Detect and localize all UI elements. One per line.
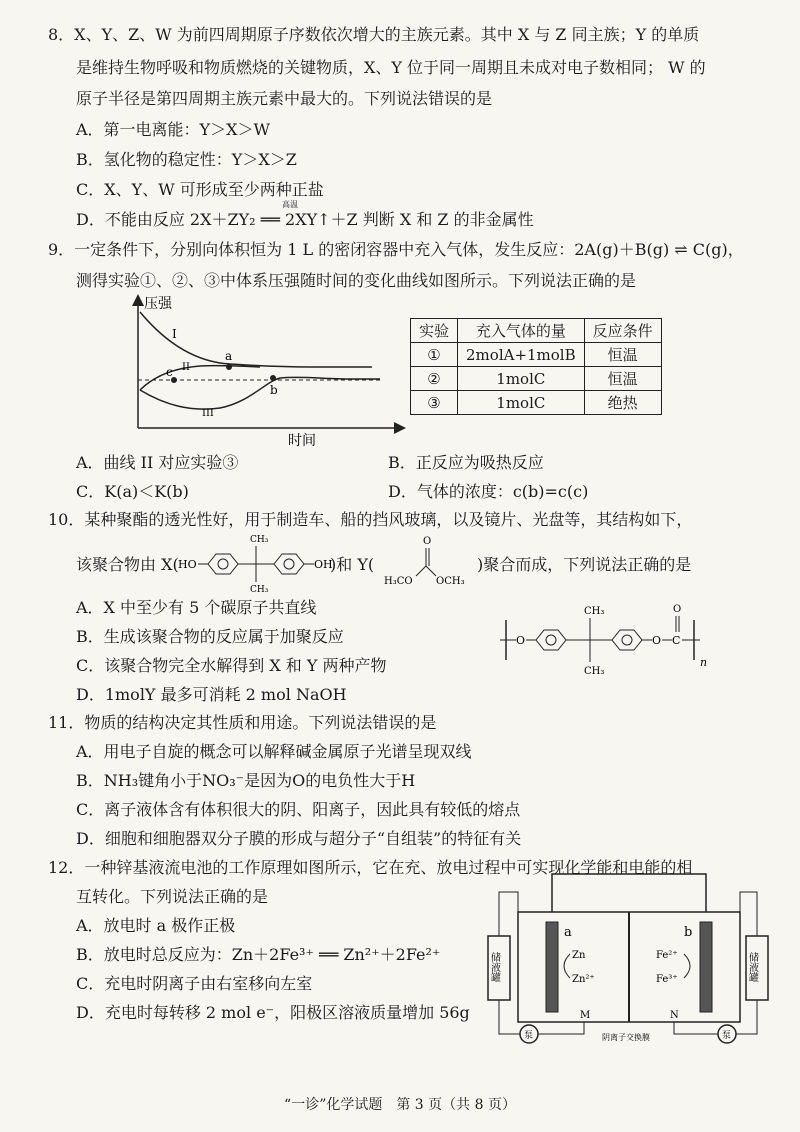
q9-option-b: B．正反应为吸热反应 xyxy=(388,453,544,472)
table-header: 充入气体的量 xyxy=(458,319,585,343)
table-row xyxy=(411,343,662,367)
benzene-ring-right xyxy=(274,554,304,574)
flow-battery-diagram xyxy=(484,862,770,1058)
membrane-label: 阴离子交换膜 xyxy=(602,1033,650,1042)
q12-option-d: D．充电时每转移 2 mol e⁻，阳极区溶液质量增加 56g xyxy=(76,1003,470,1022)
y-axis-label: 压强 xyxy=(144,296,172,312)
label-a: a xyxy=(225,349,233,363)
carbonyl-c: C xyxy=(672,634,681,647)
table-cell: ③ xyxy=(411,391,458,415)
repeat-n: n xyxy=(700,656,708,669)
point-b xyxy=(270,375,276,381)
q12-option-a: A．放电时 a 极作正极 xyxy=(76,916,236,935)
ring-circle xyxy=(218,559,228,569)
q8-option-d: D．不能由反应 2X＋ZY₂ ══ 2XY↑＋Z 判断 X 和 Z 的非金属性 xyxy=(76,210,534,229)
polymer-ring-right xyxy=(612,630,642,650)
q10-option-a: A．X 中至少有 5 个碳原子共直线 xyxy=(76,598,317,617)
q9-option-c: C．K(a)＜K(b) xyxy=(76,482,189,501)
ch3-top: CH₃ xyxy=(250,535,269,545)
pipe-left-bottom xyxy=(499,1000,520,1034)
table-cell: 2molA+1molB xyxy=(458,343,585,367)
polymer-structure xyxy=(500,598,740,688)
fe3-label: Fe³⁺ xyxy=(656,974,678,985)
pipe-left-pump xyxy=(538,1022,584,1034)
port-m-label: M xyxy=(580,1010,591,1021)
ring-circle xyxy=(622,635,632,645)
q10-stem-line2-c: )聚合而成，下列说法正确的是 xyxy=(477,555,692,574)
q12-option-c: C．充电时阴离子由右室移向左室 xyxy=(76,974,313,993)
pressure-time-graph xyxy=(110,290,410,450)
bond xyxy=(426,566,436,576)
molecule-x-structure xyxy=(178,532,343,592)
q10-option-d: D．1molY 最多可消耗 2 mol NaOH xyxy=(76,685,347,704)
q10-stem-line2-b: )和 Y( xyxy=(330,555,375,574)
fe2-label: Fe²⁺ xyxy=(656,950,678,961)
q8-option-c: C．X、Y、W 可形成至少两种正盐 xyxy=(76,180,324,199)
q9-stem-line1: 9．一定条件下，分别向体积恒为 1 L 的密闭容器中充入气体，发生反应：2A(g)＋B(g) ⇌ C(g)， xyxy=(48,240,744,259)
polymer-ch3-top: CH₃ xyxy=(584,606,605,617)
label-b: b xyxy=(270,383,278,397)
table-cell: 恒温 xyxy=(584,367,661,391)
table-row xyxy=(411,367,662,391)
bond xyxy=(416,566,426,576)
q10-stem-line2-a: 该聚合物由 X( xyxy=(76,555,179,574)
q10-option-b: B．生成该聚合物的反应属于加聚反应 xyxy=(76,627,344,646)
pipe-right-pump xyxy=(674,1022,718,1034)
q11-option-c: C．离子液体含有体积很大的阴、阳离子，因此具有较低的熔点 xyxy=(76,800,521,819)
table-row xyxy=(411,391,662,415)
q12-stem-line2: 互转化。下列说法正确的是 xyxy=(76,887,269,906)
ether-o-right: O xyxy=(652,634,662,647)
pump-right-label: 泵 xyxy=(722,1031,732,1041)
curve-ii xyxy=(140,366,260,390)
table-cell: 恒温 xyxy=(584,343,661,367)
polymer-carbonyl-o: O xyxy=(673,604,682,615)
ring-circle xyxy=(546,635,556,645)
zn-label: Zn xyxy=(572,950,586,961)
page-footer: “一诊”化学试题 第 3 页（共 8 页） xyxy=(284,1097,516,1113)
storage-tank-right-label: 储液罐 xyxy=(746,952,758,982)
label-iii: III xyxy=(202,408,214,419)
experiment-table xyxy=(410,318,662,415)
ring-circle xyxy=(284,559,294,569)
pipe-right-bottom xyxy=(736,1000,757,1034)
zn-conversion-arrow xyxy=(564,954,570,978)
h3co-group: H₃CO xyxy=(384,576,413,587)
polymer-ch3-bottom: CH₃ xyxy=(584,666,605,677)
q11-stem: 11．物质的结构决定其性质和用途。下列说法错误的是 xyxy=(48,713,437,732)
q9-option-d: D．气体的浓度：c(b)=c(c) xyxy=(388,482,589,501)
benzene-ring-left xyxy=(208,554,238,574)
q8-reaction-condition: 高温 xyxy=(282,200,298,209)
q8-option-b: B．氢化物的稳定性：Y＞X＞Z xyxy=(76,150,297,169)
q9-stem-line2: 测得实验①、②、③中体系压强随时间的变化曲线如图所示。下列说法正确的是 xyxy=(76,271,637,290)
electrode-b xyxy=(700,922,712,1012)
electrode-a-label: a xyxy=(564,925,572,940)
polymer-ring-left xyxy=(536,630,566,650)
table-cell: 绝热 xyxy=(584,391,661,415)
label-ii: II xyxy=(182,362,190,373)
oh-group: OH xyxy=(314,558,333,571)
pipe-left-top xyxy=(499,892,518,936)
och3-group: OCH₃ xyxy=(436,576,465,587)
q8-option-a: A．第一电离能：Y＞X＞W xyxy=(76,120,270,139)
table-cell: 1molC xyxy=(458,391,585,415)
point-a xyxy=(226,364,232,370)
port-n-label: N xyxy=(670,1010,679,1021)
table-cell: ① xyxy=(411,343,458,367)
fe-conversion-arrow xyxy=(684,954,690,978)
q9-option-a: A．曲线 II 对应实验③ xyxy=(76,453,239,472)
q11-option-d: D．细胞和细胞器双分子膜的形成与超分子“自组装”的特征有关 xyxy=(76,829,522,848)
table-header: 实验 xyxy=(411,319,458,343)
pump-left-label: 泵 xyxy=(524,1031,534,1041)
ch3-bottom: CH₃ xyxy=(250,585,269,592)
pipe-right-top xyxy=(740,892,757,936)
storage-tank-left-label: 储液罐 xyxy=(488,952,500,982)
q11-option-b: B．NH₃键角小于NO₃⁻是因为O的电负性大于H xyxy=(76,771,416,790)
table-cell: ② xyxy=(411,367,458,391)
q8-stem-line1: 8．X、Y、Z、W 为前四周期原子序数依次增大的主族元素。其中 X 与 Z 同主族；Y 的单质 xyxy=(48,25,700,44)
q11-option-a: A．用电子自旋的概念可以解释碱金属原子光谱呈现双线 xyxy=(76,742,472,761)
carbonyl-o: O xyxy=(423,536,432,547)
x-axis-label: 时间 xyxy=(288,433,316,449)
q10-stem-line1: 10．某种聚酯的透光性好，用于制造车、船的挡风玻璃，以及镜片、光盘等，其结构如下， xyxy=(48,510,693,529)
label-i: I xyxy=(172,327,177,341)
ether-o-left: O xyxy=(516,634,526,647)
q8-stem-line3: 原子半径是第四周期主族元素中最大的。下列说法错误的是 xyxy=(76,89,493,108)
electrode-a xyxy=(546,922,558,1012)
q10-option-c: C．该聚合物完全水解得到 X 和 Y 两种产物 xyxy=(76,656,387,675)
molecule-y-structure xyxy=(384,532,476,592)
table-header-row xyxy=(411,319,662,343)
label-c: c xyxy=(166,365,173,379)
electrode-b-label: b xyxy=(684,925,693,940)
table-cell: 1molC xyxy=(458,367,585,391)
external-circuit xyxy=(552,874,706,912)
ho-group: HO xyxy=(178,558,197,571)
q8-stem-line2: 是维持生物呼吸和物质燃烧的关键物质，X、Y 位于同一周期且未成对电子数相同； W 的 xyxy=(76,58,706,77)
table-header: 反应条件 xyxy=(584,319,661,343)
q12-stem-line1: 12．一种锌基液流电池的工作原理如图所示，它在充、放电过程中可实现化学能和电能的相 xyxy=(48,858,693,877)
q12-option-b: B．放电时总反应为：Zn＋2Fe³⁺ ══ Zn²⁺＋2Fe²⁺ xyxy=(76,945,441,964)
zn2-label: Zn²⁺ xyxy=(572,974,595,985)
